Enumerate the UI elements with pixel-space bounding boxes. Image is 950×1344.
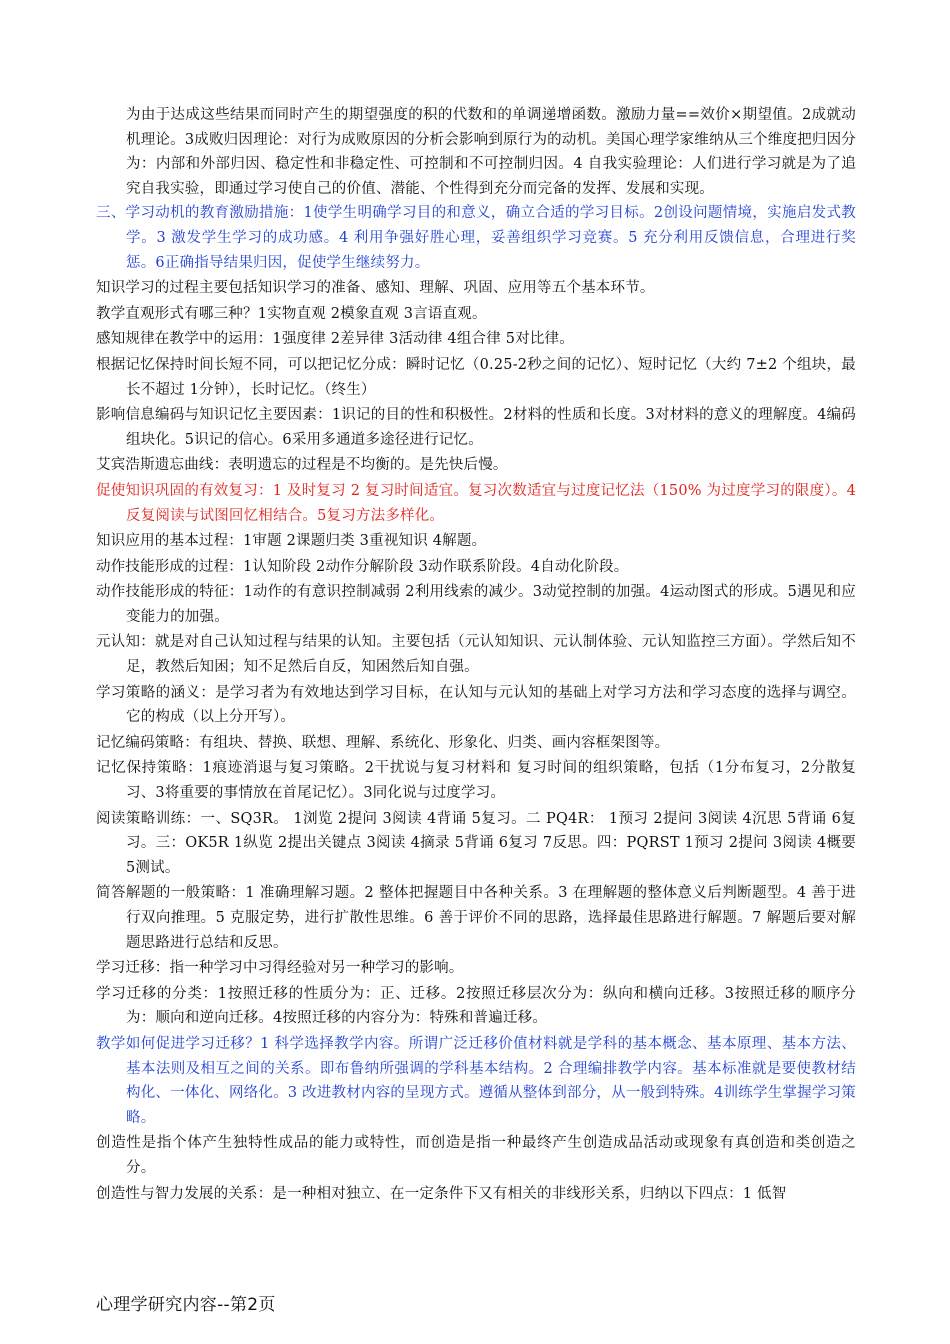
paragraph: 创造性是指个体产生独特性成品的能力或特性，而创造是指一种最终产生创造成品活动或现象有真创造和类创造之分。: [96, 1135, 856, 1176]
paragraph: 根据记忆保持时间长短不同，可以把记忆分成：瞬时记忆（0.25-2秒之间的记忆）、短时记忆（大约 7±2 个组块，最长不超过 1分钟），长时记忆。（终生）: [96, 356, 856, 398]
paragraph: 阅读策略训练：一、SQ3R。 1浏览 2提问 3阅读 4背诵 5复习。二 PQ4R： 1预习 2提问 3阅读 4沉思 5背诵 6复习。三：OK5R 1纵览 2提出关键点 3阅读 4摘录 5背诵 6复习 7反思。四：PQRST 1预习 2提问 3阅读 4概要 5测试。: [96, 810, 856, 876]
paragraph: 感知规律在教学中的运用：1强度律 2差异律 3活动律 4组合律 5对比律。: [96, 331, 574, 348]
paragraph: 简答解题的一般策略：1 准确理解习题。2 整体把握题目中各种关系。3 在理解题的整体意义后判断题型。4 善于进行双向推理。5 克服定势，进行扩散性思维。6 善于评价不同的思路，选择最佳思路进行解题。7 解题后要对解题思路进行总结和反思。: [96, 885, 856, 951]
paragraph: 学习策略的涵义：是学习者为有效地达到学习目标，在认知与元认知的基础上对学习方法和学习态度的选择与调空。它的构成（以上分开写）。: [96, 684, 856, 726]
paragraph: 学习迁移的分类：1按照迁移的性质分为：正、迁移。2按照迁移层次分为：纵向和横向迁移。3按照迁移的顺序分为：顺向和逆向迁移。4按照迁移的内容分为：特殊和普遍迁移。: [96, 985, 856, 1027]
paragraph: 动作技能形成的过程：1认知阶段 2动作分解阶段 3动作联系阶段。4自动化阶段。: [96, 558, 629, 575]
paragraph-review-highlight: 促使知识巩固的有效复习：1 及时复习 2 复习时间适宜。复习次数适宜与过度记忆法（150% 为过度学习的限度）。4反复阅读与试图回忆相结合。5复习方法多样化。: [96, 482, 856, 524]
paragraph: 元认知：就是对自己认知过程与结果的认知。主要包括（元认知知识、元认制体验、元认知监控三方面）。学然后知不足，教然后知困；知不足然后自反，知困然后知自强。: [96, 634, 856, 676]
paragraph: 教学直观形式有哪三种？1实物直观 2模象直观 3言语直观。: [96, 305, 487, 322]
paragraph: 创造性与智力发展的关系：是一种相对独立、在一定条件下又有相关的非线形关系，归纳以下四点：1 低智: [96, 1185, 787, 1202]
paragraph: 学习迁移：指一种学习中习得经验对另一种学习的影响。: [96, 960, 464, 977]
paragraph: 影响信息编码与知识记忆主要因素：1识记的目的性和积极性。2材料的性质和长度。3对材料的意义的理解度。4编码组块化。5识记的信心。6采用多通道多途径进行记忆。: [96, 407, 856, 448]
paragraph-motivation-measures: 三、学习动机的教育激励措施：1使学生明确学习目的和意义，确立合适的学习目标。2创设问题情境，实施启发式教学。3 激发学生学习的成功感。4 利用争强好胜心理，妥善组织学习竞赛。5 充分利用反馈信息，合理进行奖惩。6正确指导结果归因，促使学生继续努力。: [96, 205, 856, 271]
paragraph: 艾宾浩斯遗忘曲线：表明遗忘的过程是不均衡的。是先快后慢。: [96, 457, 508, 474]
paragraph: 记忆保持策略：1痕迹消退与复习策略。2干扰说与复习材料和 复习时间的组织策略，包括（1分布复习，2分散复习、3将重要的事情放在首尾记忆）。3同化说与过度学习。: [96, 760, 856, 802]
document-body: [96, 103, 856, 1207]
paragraph: 知识应用的基本过程：1审题 2课题归类 3重视知识 4解题。: [96, 533, 487, 550]
paragraph: 知识学习的过程主要包括知识学习的准备、感知、理解、巩固、应用等五个基本环节。: [96, 280, 655, 297]
paragraph-continuation: 为由于达成这些结果而同时产生的期望强度的积的代数和的单调递增函数。激励力量==效价×期望值。2成就动机理论。3成败归因理论：对行为成败原因的分析会影响到原行为的动机。美国心理学家维纳从三个维度把归因分为：内部和外部归因、稳定性和非稳定性、可控制和不可控制归因。4 自我实验理论：人们进行学习就是为了追究自我实验，即通过学习使自己的价值、潜能、个性得到充分而完备的发挥、发展和实现。: [126, 107, 856, 197]
paragraph: 记忆编码策略：有组块、替换、联想、理解、系统化、形象化、归类、画内容框架图等。: [96, 734, 670, 751]
paragraph-transfer-highlight: 教学如何促进学习迁移？1 科学选择教学内容。所谓广泛迁移价值材料就是学科的基本概念、基本原理、基本方法、基本法则及相互之间的关系。即布鲁纳所强调的学科基本结构。2 合理编排教学内容。基本标准就是要使教材结构化、一体化、网络化。3 改进教材内容的呈现方式。遵循从整体到部分，从一般到特殊。4训练学生掌握学习策略。: [96, 1035, 856, 1126]
page-footer: 心理学研究内容--第2页: [96, 1295, 276, 1315]
paragraph: 动作技能形成的特征：1动作的有意识控制减弱 2利用线索的减少。3动觉控制的加强。4运动图式的形成。5遇见和应变能力的加强。: [96, 584, 856, 625]
